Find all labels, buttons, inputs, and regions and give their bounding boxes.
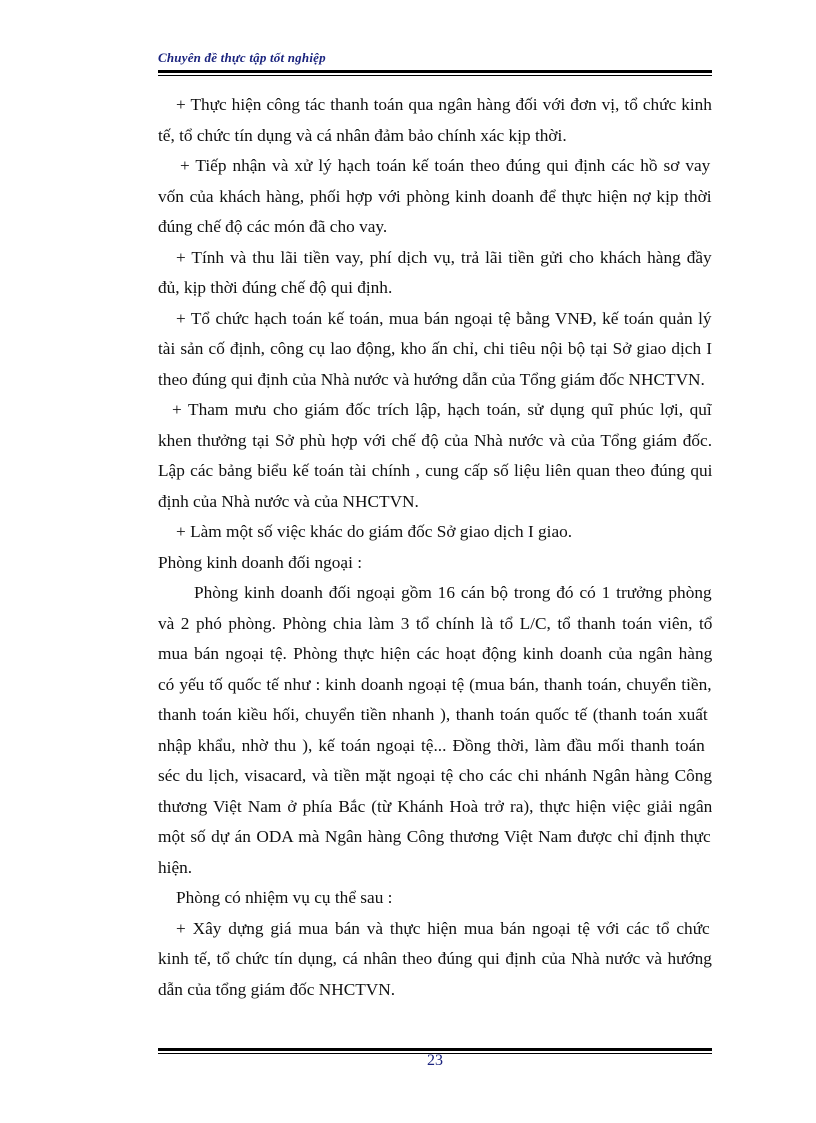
footer-rule-thick (158, 1048, 712, 1051)
body-line: Phòng có nhiệm vụ cụ thể sau : (176, 888, 393, 907)
body-line: + Xây dựng giá mua bán và thực hiện mua bán ngoại tệ với các tổ chức (176, 918, 710, 938)
body-line: mua bán ngoại tệ. Phòng thực hiện các hoạt động kinh doanh của ngân hàng (158, 644, 713, 663)
body-line: séc du lịch, visacard, và tiền mặt ngoại tệ cho các chi nhánh Ngân hàng Công (158, 766, 713, 785)
body-line: + Làm một số việc khác do giám đốc Sở giao dịch I giao. (176, 522, 573, 541)
body-line: đủ, kịp thời đúng chế độ qui định. (158, 278, 393, 297)
body-line: kinh tế, tổ chức tín dụng, cá nhân theo đúng qui định của Nhà nước và hướng (158, 949, 712, 968)
body-line: + Tổ chức hạch toán kế toán, mua bán ngoại tệ bằng VNĐ, kế toán quản lý (176, 308, 712, 328)
page-number: 23 (427, 1052, 443, 1069)
body-line: + Tính và thu lãi tiền vay, phí dịch vụ, trả lãi tiền gửi cho khách hàng đầy (176, 247, 712, 267)
body-line: tài sản cố định, công cụ lao động, kho ấn chỉ, chi tiêu nội bộ tại Sở giao dịch I (158, 339, 712, 358)
body-line: Lập các bảng biểu kế toán tài chính , cung cấp số liệu liên quan theo đúng qui (158, 461, 713, 480)
body-line: định của Nhà nước và của NHCTVN. (158, 491, 419, 511)
body-line: + Tham mưu cho giám đốc trích lập, hạch toán, sử dụng quĩ phúc lợi, quĩ (172, 400, 712, 419)
body-line: theo đúng qui định của Nhà nước và hướng dẫn của Tổng giám đốc NHCTVN. (158, 369, 705, 389)
body-line: nhập khẩu, nhờ thu ), kế toán ngoại tệ... Đồng thời, làm đầu mối thanh toán (158, 735, 705, 755)
body-text (158, 90, 712, 1005)
body-line: dẫn của tổng giám đốc NHCTVN. (158, 979, 396, 999)
header-rule-thin (158, 75, 712, 76)
body-line: có yếu tố quốc tế như : kinh doanh ngoại tệ (mua bán, thanh toán, chuyển tiền, (158, 674, 712, 694)
body-line: thương Việt Nam ở phía Bắc (từ Khánh Hoà trở ra), thực hiện việc giải ngân (158, 796, 713, 816)
body-line: khen thưởng tại Sở phù hợp với chế độ của Nhà nước và của Tổng giám đốc. (158, 430, 713, 450)
header-rule-thick (158, 70, 712, 73)
body-line: + Thực hiện công tác thanh toán qua ngân hàng đối với đơn vị, tổ chức kinh (176, 95, 712, 114)
body-line: và 2 phó phòng. Phòng chia làm 3 tổ chính là tổ L/C, tổ thanh toán viên, tổ (158, 613, 713, 633)
body-line: Phòng kinh doanh đối ngoại gồm 16 cán bộ trong đó có 1 trưởng phòng (194, 583, 712, 602)
body-line: vốn của khách hàng, phối hợp với phòng kinh doanh để thực hiện nợ kịp thời (158, 186, 712, 206)
body-line: thanh toán kiều hối, chuyển tiền nhanh ), thanh toán quốc tế (thanh toán xuất (158, 705, 708, 724)
header-title: Chuyên đề thực tập tốt nghiệp (158, 50, 326, 65)
section-heading: Phòng kinh doanh đối ngoại : (158, 552, 363, 572)
page-header (158, 50, 712, 66)
body-line: hiện. (158, 857, 193, 877)
body-line: đúng chế độ các món đã cho vay. (158, 217, 388, 236)
body-line: một số dự án ODA mà Ngân hàng Công thương Việt Nam được chỉ định thực (158, 827, 711, 846)
body-line: + Tiếp nhận và xử lý hạch toán kế toán theo đúng qui định các hồ sơ vay (180, 156, 711, 175)
body-line: tế, tổ chức tín dụng và cá nhân đảm bảo chính xác kịp thời. (158, 125, 567, 145)
